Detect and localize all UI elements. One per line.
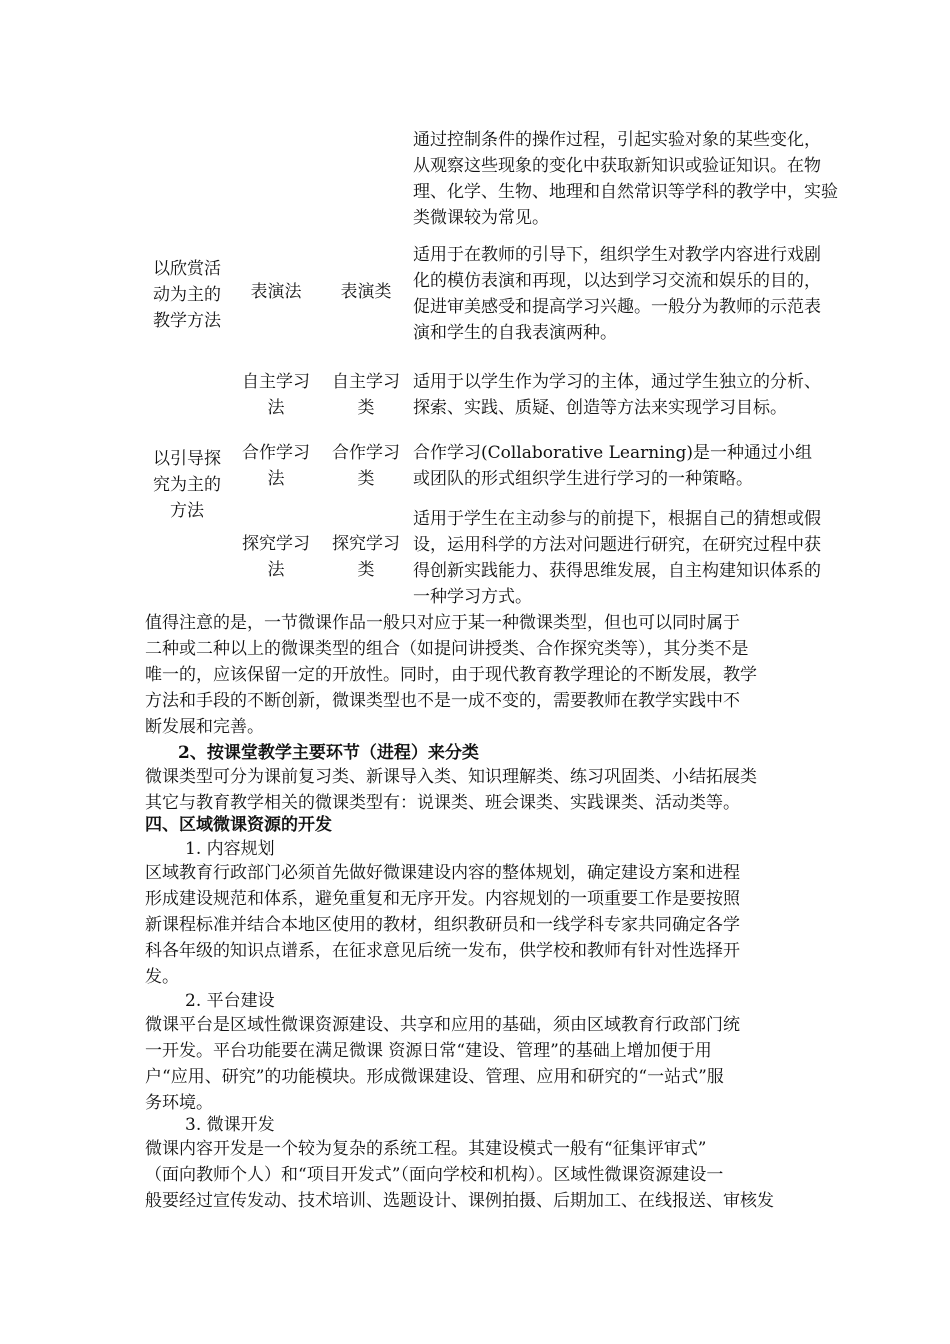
table-method-cell — [232, 279, 320, 305]
type-line: 类 — [357, 398, 375, 418]
type-line: 合作学习 — [332, 443, 400, 463]
desc-line: 通过控制条件的操作过程，引起实验对象的某些变化， — [413, 130, 821, 150]
desc-line: 从观察这些现象的变化中获取新知识或验证知识。在物 — [413, 156, 821, 176]
table-type-cell — [322, 279, 410, 305]
method-line: 法 — [267, 560, 285, 580]
desc-line: 适用于学生在主动参与的前提下，根据自己的猜想或假 — [413, 509, 821, 529]
type-line: 类 — [357, 560, 375, 580]
method-line: 自主学习 — [242, 372, 310, 392]
method-line: 法 — [267, 398, 285, 418]
text-line: （面向教师个人）和“项目开发式”（面向学校和机构）。区域性微课资源建设一 — [145, 1165, 724, 1185]
text-line: 般要经过宣传发动、技术培训、选题设计、课例拍摄、后期加工、在线报送、审核发 — [145, 1191, 774, 1211]
table-row-desc — [413, 369, 821, 421]
table-type-cell — [322, 531, 410, 583]
numbered-heading: 2. 平台建设 — [185, 991, 275, 1011]
desc-line: 促进审美感受和提高学习兴趣。一般分为教师的示范表 — [413, 297, 821, 317]
text-line: 户“应用、研究”的功能模块。形成微课建设、管理、应用和研究的“一站式”服 — [145, 1067, 724, 1087]
text-line: 新课程标准并结合本地区使用的教材，组织教研员和一线学科专家共同确定各学 — [145, 915, 740, 935]
desc-line: 或团队的形式组织学生进行学习的一种策略。 — [413, 469, 753, 489]
desc-line: 化的模仿表演和再现，以达到学习交流和娱乐的目的， — [413, 271, 821, 291]
group-line: 以欣赏活 — [153, 259, 221, 279]
desc-line: 适用于以学生作为学习的主体，通过学生独立的分析、 — [413, 372, 821, 392]
text-line: 区域教育行政部门必须首先做好微课建设内容的整体规划，确定建设方案和进程 — [145, 863, 740, 883]
table-method-cell — [232, 440, 320, 492]
desc-line: 演和学生的自我表演两种。 — [413, 323, 617, 343]
table-group-cell — [142, 256, 232, 334]
method-line: 表演法 — [250, 282, 302, 302]
numbered-heading: 3. 微课开发 — [185, 1115, 275, 1135]
method-line: 法 — [267, 469, 285, 489]
text-line: 其它与教育教学相关的微课类型有：说课类、班会课类、实践课类、活动类等。 — [145, 793, 740, 813]
note-paragraph — [145, 610, 757, 740]
paragraph — [145, 764, 757, 816]
paragraph — [145, 1136, 774, 1214]
desc-line: 合作学习(Collaborative Learning)是一种通过小组 — [413, 443, 813, 463]
table-row-desc — [413, 127, 838, 231]
desc-line: 设，运用科学的方法对问题进行研究，在研究过程中获 — [413, 535, 821, 555]
paragraph — [145, 860, 740, 990]
section-heading: 四、区域微课资源的开发 — [145, 815, 332, 835]
table-method-cell — [232, 531, 320, 583]
subsection-heading: 2、按课堂教学主要环节（进程）来分类 — [178, 743, 479, 763]
text-line: 务环境。 — [145, 1093, 213, 1113]
group-line: 动为主的 — [153, 285, 221, 305]
text-line: 微课类型可分为课前复习类、新课导入类、知识理解类、练习巩固类、小结拓展类 — [145, 767, 757, 787]
text-line: 断发展和完善。 — [145, 717, 264, 737]
text-line: 唯一的，应该保留一定的开放性。同时，由于现代教育教学理论的不断发展，教学 — [145, 665, 757, 685]
numbered-heading: 1. 内容规划 — [185, 839, 275, 859]
table-method-cell — [232, 369, 320, 421]
text-line: 微课内容开发是一个较为复杂的系统工程。其建设模式一般有“征集评审式” — [145, 1139, 707, 1159]
desc-line: 类微课较为常见。 — [413, 208, 549, 228]
table-type-cell — [322, 369, 410, 421]
method-line: 合作学习 — [242, 443, 310, 463]
group-line: 究为主的 — [153, 475, 221, 495]
group-line: 以引导探 — [153, 449, 221, 469]
table-type-cell — [322, 440, 410, 492]
text-line: 微课平台是区域性微课资源建设、共享和应用的基础，须由区域教育行政部门统 — [145, 1015, 740, 1035]
text-line: 一开发。平台功能要在满足微课 资源日常“建设、管理”的基础上增加便于用 — [145, 1041, 712, 1061]
desc-line: 探索、实践、质疑、创造等方法来实现学习目标。 — [413, 398, 787, 418]
type-line: 表演类 — [340, 282, 392, 302]
type-line: 探究学习 — [332, 534, 400, 554]
type-line: 自主学习 — [332, 372, 400, 392]
desc-line: 一种学习方式。 — [413, 587, 532, 607]
text-line: 值得注意的是，一节微课作品一般只对应于某一种微课类型，但也可以同时属于 — [145, 613, 740, 633]
group-line: 教学方法 — [153, 311, 221, 331]
desc-line: 适用于在教师的引导下，组织学生对教学内容进行戏剧 — [413, 245, 821, 265]
text-line: 形成建设规范和体系，避免重复和无序开发。内容规划的一项重要工作是要按照 — [145, 889, 740, 909]
text-line: 方法和手段的不断创新，微课类型也不是一成不变的，需要教师在教学实践中不 — [145, 691, 740, 711]
text-line: 发。 — [145, 967, 179, 987]
table-row-desc — [413, 506, 821, 610]
text-line: 科各年级的知识点谱系，在征求意见后统一发布，供学校和教师有针对性选择开 — [145, 941, 740, 961]
text-line: 二种或二种以上的微课类型的组合（如提问讲授类、合作探究类等），其分类不是 — [145, 639, 749, 659]
desc-line: 理、化学、生物、地理和自然常识等学科的教学中，实验 — [413, 182, 838, 202]
table-group-cell — [142, 446, 232, 524]
desc-line: 得创新实践能力、获得思维发展，自主构建知识体系的 — [413, 561, 821, 581]
method-line: 探究学习 — [242, 534, 310, 554]
paragraph — [145, 1012, 740, 1116]
table-row-desc — [413, 242, 821, 346]
group-line: 方法 — [170, 501, 204, 521]
type-line: 类 — [357, 469, 375, 489]
table-row-desc — [413, 440, 812, 492]
